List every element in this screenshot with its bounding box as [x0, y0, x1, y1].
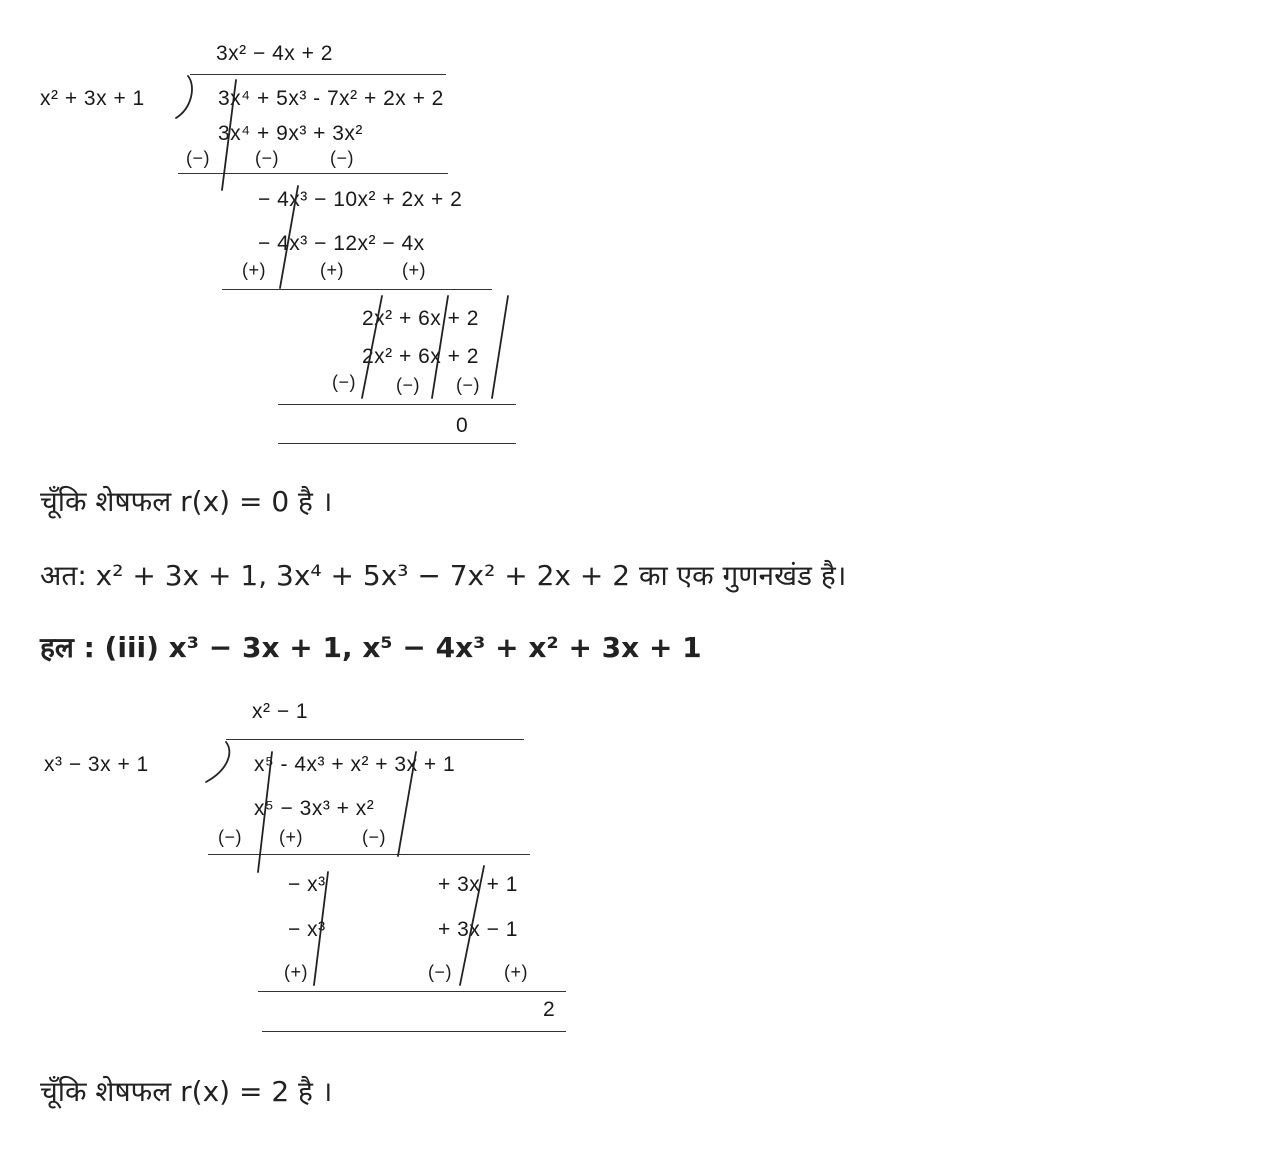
dividend-2: x⁵ - 4x³ + x² + 3x + 1 [254, 753, 456, 776]
quotient-bar-2 [226, 739, 524, 740]
remainder-statement-1: चूँकि शेषफल r(x) = 0 है । [40, 485, 333, 518]
rule-1c [278, 404, 516, 405]
remainder-1a: − 4x³ − 10x² + 2x + 2 [258, 188, 463, 211]
sign-1c-1: (−) [332, 372, 356, 392]
remainder-2a-left: − x³ [288, 873, 326, 896]
sign-2b-1: (+) [284, 962, 308, 982]
subtrahend-2b-right: + 3x − 1 [438, 918, 518, 941]
sign-1b-2: (+) [320, 260, 344, 280]
sign-2b-3: (+) [504, 962, 528, 982]
sign-1b-3: (+) [402, 260, 426, 280]
rule-2c [262, 1031, 566, 1032]
sign-1c-3: (−) [456, 375, 480, 395]
conclusion-statement: अत: x² + 3x + 1, 3x⁴ + 5x³ − 7x² + 2x + 2 का एक गुणनखंड है। [40, 559, 847, 592]
subtrahend-1a: 3x⁴ + 9x³ + 3x² [218, 122, 363, 145]
subtrahend-1b: − 4x³ − 12x² − 4x [258, 232, 425, 255]
remainder-2a-right: + 3x + 1 [438, 873, 518, 896]
subtrahend-2a: x⁵ − 3x³ + x² [254, 797, 375, 820]
division-bracket-2 [206, 742, 229, 782]
quotient-1: 3x² − 4x + 2 [216, 42, 333, 65]
sign-2a-1: (−) [218, 827, 242, 847]
sign-1c-2: (−) [396, 375, 420, 395]
divisor-2: x³ − 3x + 1 [44, 753, 149, 776]
rule-1d [278, 443, 516, 444]
remainder-statement-2: चूँकि शेषफल r(x) = 2 है । [40, 1075, 333, 1108]
sign-1a-1: (−) [186, 148, 210, 168]
subtrahend-1c: 2x² + 6x + 2 [362, 345, 479, 368]
remainder-1b: 2x² + 6x + 2 [362, 307, 479, 330]
sign-1a-2: (−) [255, 148, 279, 168]
sign-1b-1: (+) [242, 260, 266, 280]
quotient-2: x² − 1 [252, 700, 309, 723]
sign-2a-3: (−) [362, 827, 386, 847]
rule-1a [178, 173, 448, 174]
subtrahend-2b-left: − x³ [288, 918, 326, 941]
sign-2a-2: (+) [279, 827, 303, 847]
rule-2b [258, 991, 566, 992]
rule-1b [222, 289, 492, 290]
rule-2a [208, 854, 530, 855]
solution-heading: हल : (iii) x³ − 3x + 1, x⁵ − 4x³ + x² + 3x + 1 [40, 631, 702, 664]
divisor-1: x² + 3x + 1 [40, 87, 145, 110]
dividend-1: 3x⁴ + 5x³ - 7x² + 2x + 2 [218, 87, 444, 110]
sign-2b-2: (−) [428, 962, 452, 982]
final-remainder-1: 0 [456, 414, 469, 437]
final-remainder-2: 2 [543, 998, 556, 1021]
division-bracket-1 [176, 76, 192, 118]
strike-5 [492, 296, 508, 398]
sign-1a-3: (−) [330, 148, 354, 168]
quotient-bar-1 [190, 74, 446, 75]
